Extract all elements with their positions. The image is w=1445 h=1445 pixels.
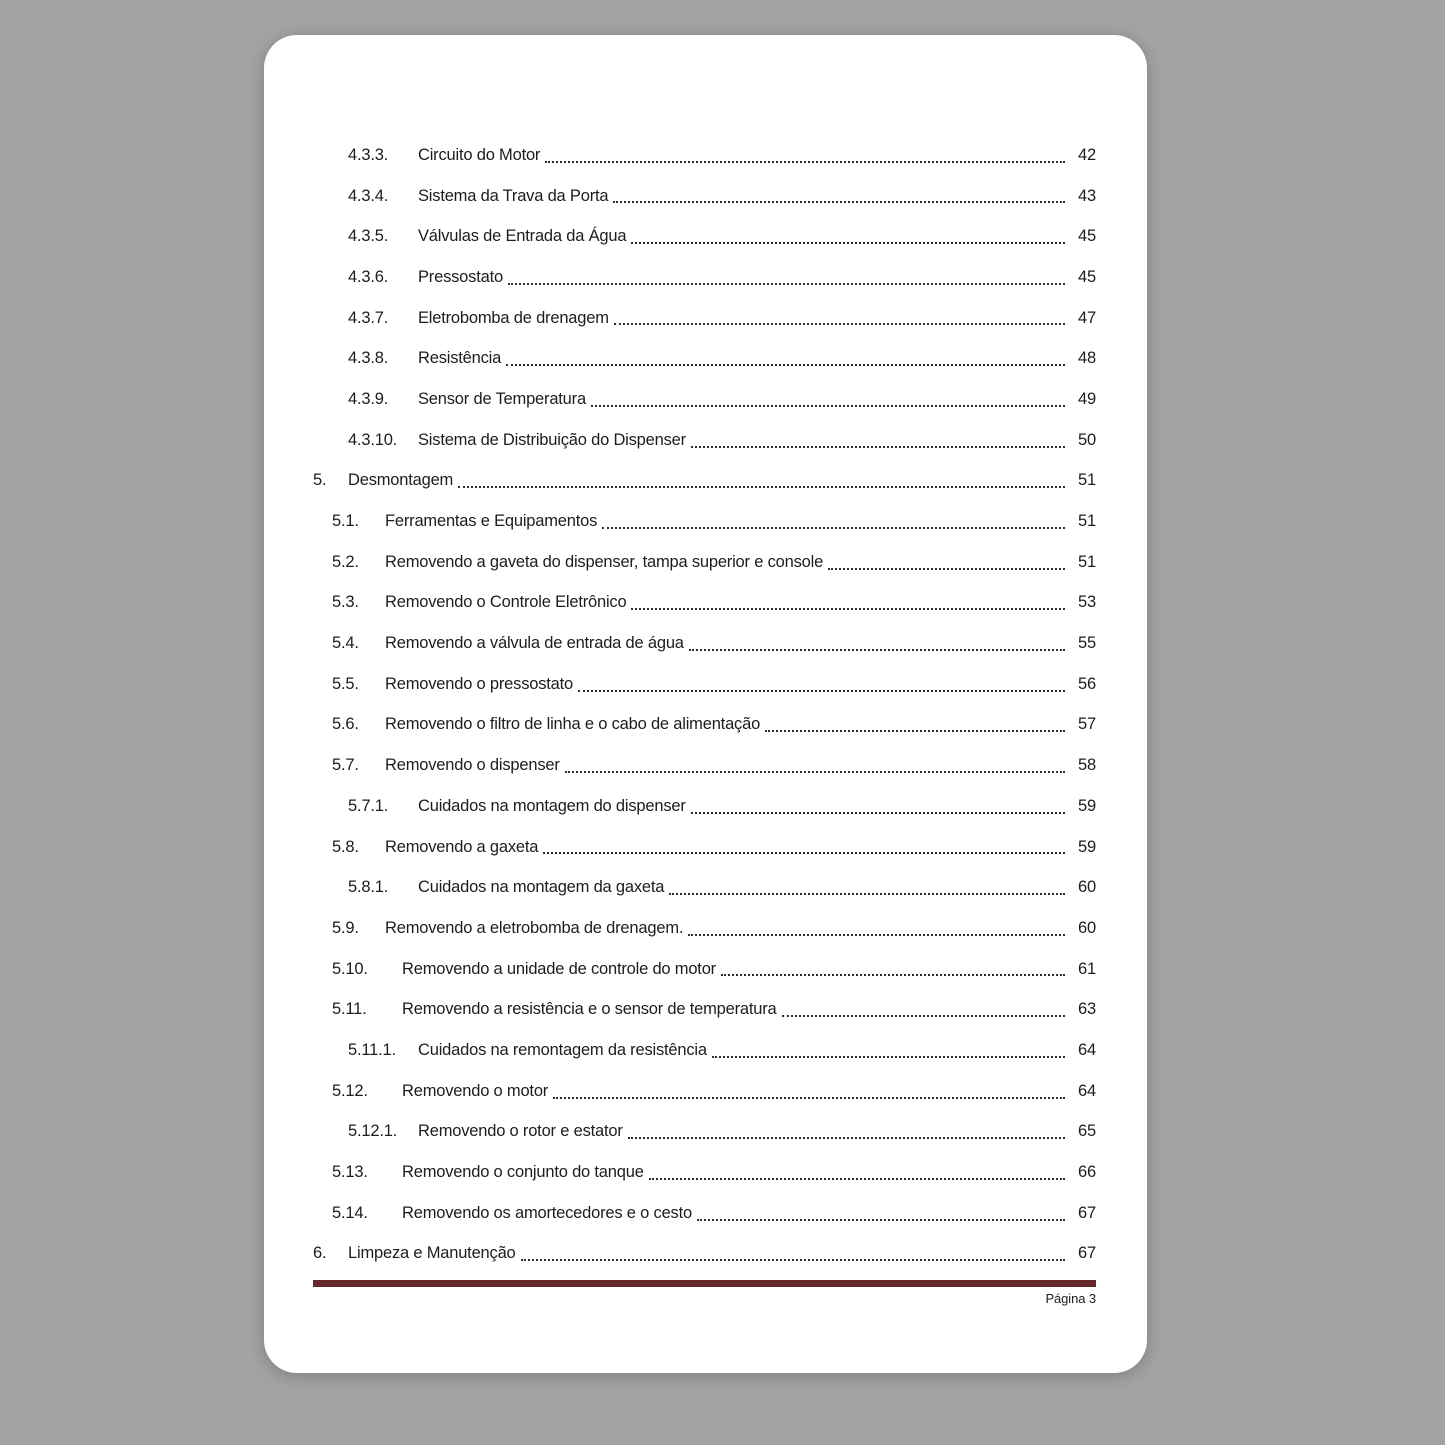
- dot-leader: [545, 161, 1065, 163]
- toc-entry-page: 51: [1078, 512, 1096, 531]
- toc-entry[interactable]: [313, 257, 1096, 298]
- toc-entry-title: Removendo a gaxeta: [385, 837, 539, 856]
- toc-entry-page: 51: [1078, 552, 1096, 571]
- toc-entry-page: 61: [1078, 959, 1096, 978]
- toc-entry-title: Removendo o Controle Eletrônico: [385, 593, 627, 612]
- dot-leader: [782, 1015, 1066, 1017]
- toc-entry-page: 55: [1078, 634, 1096, 653]
- dot-leader: [691, 812, 1065, 814]
- dot-leader: [712, 1056, 1065, 1058]
- dot-leader: [628, 1137, 1065, 1139]
- dot-leader: [669, 893, 1065, 895]
- toc-entry[interactable]: [313, 216, 1096, 257]
- dot-leader: [508, 283, 1065, 285]
- dot-leader: [765, 730, 1065, 732]
- toc-entry-title: Removendo a unidade de controle do motor: [402, 959, 716, 978]
- toc-entry-title: Cuidados na remontagem da resistência: [418, 1040, 707, 1059]
- toc-entry[interactable]: [313, 501, 1096, 542]
- toc-entry[interactable]: [313, 1234, 1096, 1275]
- toc-entry-title: Pressostato: [418, 267, 503, 286]
- toc-entry-title: Removendo a válvula de entrada de água: [385, 634, 684, 653]
- toc-entry-number: 5.7.: [332, 756, 359, 775]
- toc-entry[interactable]: [313, 1071, 1096, 1112]
- toc-entry-title: Resistência: [418, 349, 502, 368]
- toc-entry-page: 56: [1078, 674, 1096, 693]
- toc-entry-page: 49: [1078, 389, 1096, 408]
- dot-leader: [578, 690, 1065, 692]
- toc-entry-title: Removendo o motor: [402, 1081, 549, 1100]
- toc-entry-number: 5.3.: [332, 593, 359, 612]
- toc-entry[interactable]: [313, 176, 1096, 217]
- toc-entry-number: 4.3.3.: [348, 145, 389, 164]
- toc-entry-page: 66: [1078, 1163, 1096, 1182]
- toc-entry-title: Eletrobomba de drenagem: [418, 308, 609, 327]
- toc-entry-number: 5.9.: [332, 918, 359, 937]
- dot-leader: [553, 1097, 1065, 1099]
- toc-entry-page: 64: [1078, 1081, 1096, 1100]
- toc-entry-page: 64: [1078, 1040, 1096, 1059]
- toc-entry[interactable]: [313, 623, 1096, 664]
- toc-entry-title: Ferramentas e Equipamentos: [385, 512, 598, 531]
- toc-entry[interactable]: [313, 338, 1096, 379]
- toc-list: [313, 135, 1096, 1274]
- toc-entry[interactable]: [313, 949, 1096, 990]
- toc-entry-title: Removendo a gaveta do dispenser, tampa superior e console: [385, 552, 824, 571]
- dot-leader: [591, 405, 1065, 407]
- toc-entry-page: 43: [1078, 186, 1096, 205]
- toc-entry-number: 5.12.1.: [348, 1122, 398, 1141]
- toc-entry-number: 4.3.10.: [348, 430, 398, 449]
- toc-entry-page: 60: [1078, 878, 1096, 897]
- toc-entry-page: 47: [1078, 308, 1096, 327]
- toc-entry-title: Válvulas de Entrada da Água: [418, 227, 627, 246]
- dot-leader: [697, 1219, 1065, 1221]
- toc-entry-title: Sistema da Trava da Porta: [418, 186, 609, 205]
- dot-leader: [721, 974, 1065, 976]
- toc-entry-number: 4.3.9.: [348, 389, 389, 408]
- dot-leader: [602, 527, 1065, 529]
- toc-entry-number: 5.: [313, 471, 327, 490]
- dot-leader: [631, 242, 1065, 244]
- dot-leader: [506, 364, 1065, 366]
- dot-leader: [543, 852, 1065, 854]
- toc-entry-title: Circuito do Motor: [418, 145, 541, 164]
- dot-leader: [613, 201, 1065, 203]
- dot-leader: [521, 1259, 1065, 1261]
- toc-entry-number: 5.8.: [332, 837, 359, 856]
- toc-entry-page: 42: [1078, 145, 1096, 164]
- toc-entry-number: 5.6.: [332, 715, 359, 734]
- toc-entry-title: Removendo o conjunto do tanque: [402, 1163, 644, 1182]
- toc-entry[interactable]: [313, 908, 1096, 949]
- toc-entry-page: 51: [1078, 471, 1096, 490]
- toc-entry-page: 63: [1078, 1000, 1096, 1019]
- toc-entry-number: 4.3.8.: [348, 349, 389, 368]
- toc-entry[interactable]: [313, 583, 1096, 624]
- toc-entry-page: 65: [1078, 1122, 1096, 1141]
- toc-entry[interactable]: [313, 745, 1096, 786]
- toc-entry-title: Removendo o dispenser: [385, 756, 560, 775]
- toc-entry-number: 6.: [313, 1244, 327, 1263]
- toc-entry-page: 45: [1078, 227, 1096, 246]
- toc-entry-title: Removendo os amortecedores e o cesto: [402, 1203, 692, 1222]
- toc-entry-number: 5.8.1.: [348, 878, 389, 897]
- toc-entry-page: 57: [1078, 715, 1096, 734]
- toc-entry-page: 67: [1078, 1203, 1096, 1222]
- toc-entry-page: 59: [1078, 796, 1096, 815]
- toc-entry-page: 59: [1078, 837, 1096, 856]
- toc-entry-title: Removendo a resistência e o sensor de temperatura: [402, 1000, 777, 1019]
- toc-entry-number: 5.2.: [332, 552, 359, 571]
- page-number-label: Página 3: [1045, 1291, 1096, 1307]
- toc-entry[interactable]: [313, 786, 1096, 827]
- toc-entry[interactable]: [313, 989, 1096, 1030]
- document-page: [264, 35, 1147, 1373]
- toc-entry-number: 4.3.4.: [348, 186, 389, 205]
- toc-entry-title: Cuidados na montagem do dispenser: [418, 796, 686, 815]
- toc-entry-title: Removendo a eletrobomba de drenagem.: [385, 918, 684, 937]
- toc-entry[interactable]: [313, 867, 1096, 908]
- dot-leader: [689, 649, 1065, 651]
- toc-entry-number: 4.3.6.: [348, 267, 389, 286]
- toc-entry-number: 5.10.: [332, 959, 368, 978]
- toc-entry-number: 5.11.: [332, 1000, 367, 1019]
- toc-entry-number: 4.3.7.: [348, 308, 389, 327]
- dot-leader: [458, 486, 1065, 488]
- dot-leader: [691, 446, 1065, 448]
- toc-entry[interactable]: [313, 1193, 1096, 1234]
- toc-entry-title: Sistema de Distribuição do Dispenser: [418, 430, 686, 449]
- toc-entry[interactable]: [313, 298, 1096, 339]
- toc-entry[interactable]: [313, 664, 1096, 705]
- toc-entry-page: 45: [1078, 267, 1096, 286]
- toc-entry-number: 4.3.5.: [348, 227, 389, 246]
- toc-entry-number: 5.4.: [332, 634, 359, 653]
- toc-entry-title: Removendo o pressostato: [385, 674, 574, 693]
- toc-entry-title: Limpeza e Manutenção: [348, 1244, 516, 1263]
- toc-entry[interactable]: [313, 135, 1096, 176]
- toc-entry[interactable]: [313, 1030, 1096, 1071]
- toc-entry-number: 5.11.1.: [348, 1040, 396, 1059]
- toc-entry-number: 5.12.: [332, 1081, 368, 1100]
- toc-entry-title: Cuidados na montagem da gaxeta: [418, 878, 665, 897]
- footer-divider: [313, 1280, 1096, 1287]
- toc-entry[interactable]: [313, 542, 1096, 583]
- toc-entry[interactable]: [313, 420, 1096, 461]
- toc-entry-page: 50: [1078, 430, 1096, 449]
- toc-entry[interactable]: [313, 827, 1096, 868]
- dot-leader: [631, 608, 1065, 610]
- toc-entry-title: Desmontagem: [348, 471, 454, 490]
- toc-entry[interactable]: [313, 1152, 1096, 1193]
- toc-entry[interactable]: [313, 461, 1096, 502]
- toc-entry-number: 5.7.1.: [348, 796, 389, 815]
- toc-entry-page: 67: [1078, 1244, 1096, 1263]
- dot-leader: [614, 323, 1065, 325]
- dot-leader: [828, 568, 1065, 570]
- toc-entry-number: 5.14.: [332, 1203, 368, 1222]
- toc-entry-page: 58: [1078, 756, 1096, 775]
- toc-entry-title: Removendo o rotor e estator: [418, 1122, 623, 1141]
- toc-entry-page: 48: [1078, 349, 1096, 368]
- toc-entry-title: Removendo o filtro de linha e o cabo de alimentação: [385, 715, 761, 734]
- toc-entry-number: 5.5.: [332, 674, 359, 693]
- dot-leader: [688, 934, 1065, 936]
- toc-entry[interactable]: [313, 705, 1096, 746]
- toc-entry-title: Sensor de Temperatura: [418, 389, 586, 408]
- toc-entry[interactable]: [313, 379, 1096, 420]
- toc-entry-number: 5.1.: [332, 512, 359, 531]
- toc-entry-page: 53: [1078, 593, 1096, 612]
- toc-entry[interactable]: [313, 1112, 1096, 1153]
- toc-entry-number: 5.13.: [332, 1163, 368, 1182]
- toc-entry-page: 60: [1078, 918, 1096, 937]
- dot-leader: [565, 771, 1065, 773]
- dot-leader: [649, 1178, 1065, 1180]
